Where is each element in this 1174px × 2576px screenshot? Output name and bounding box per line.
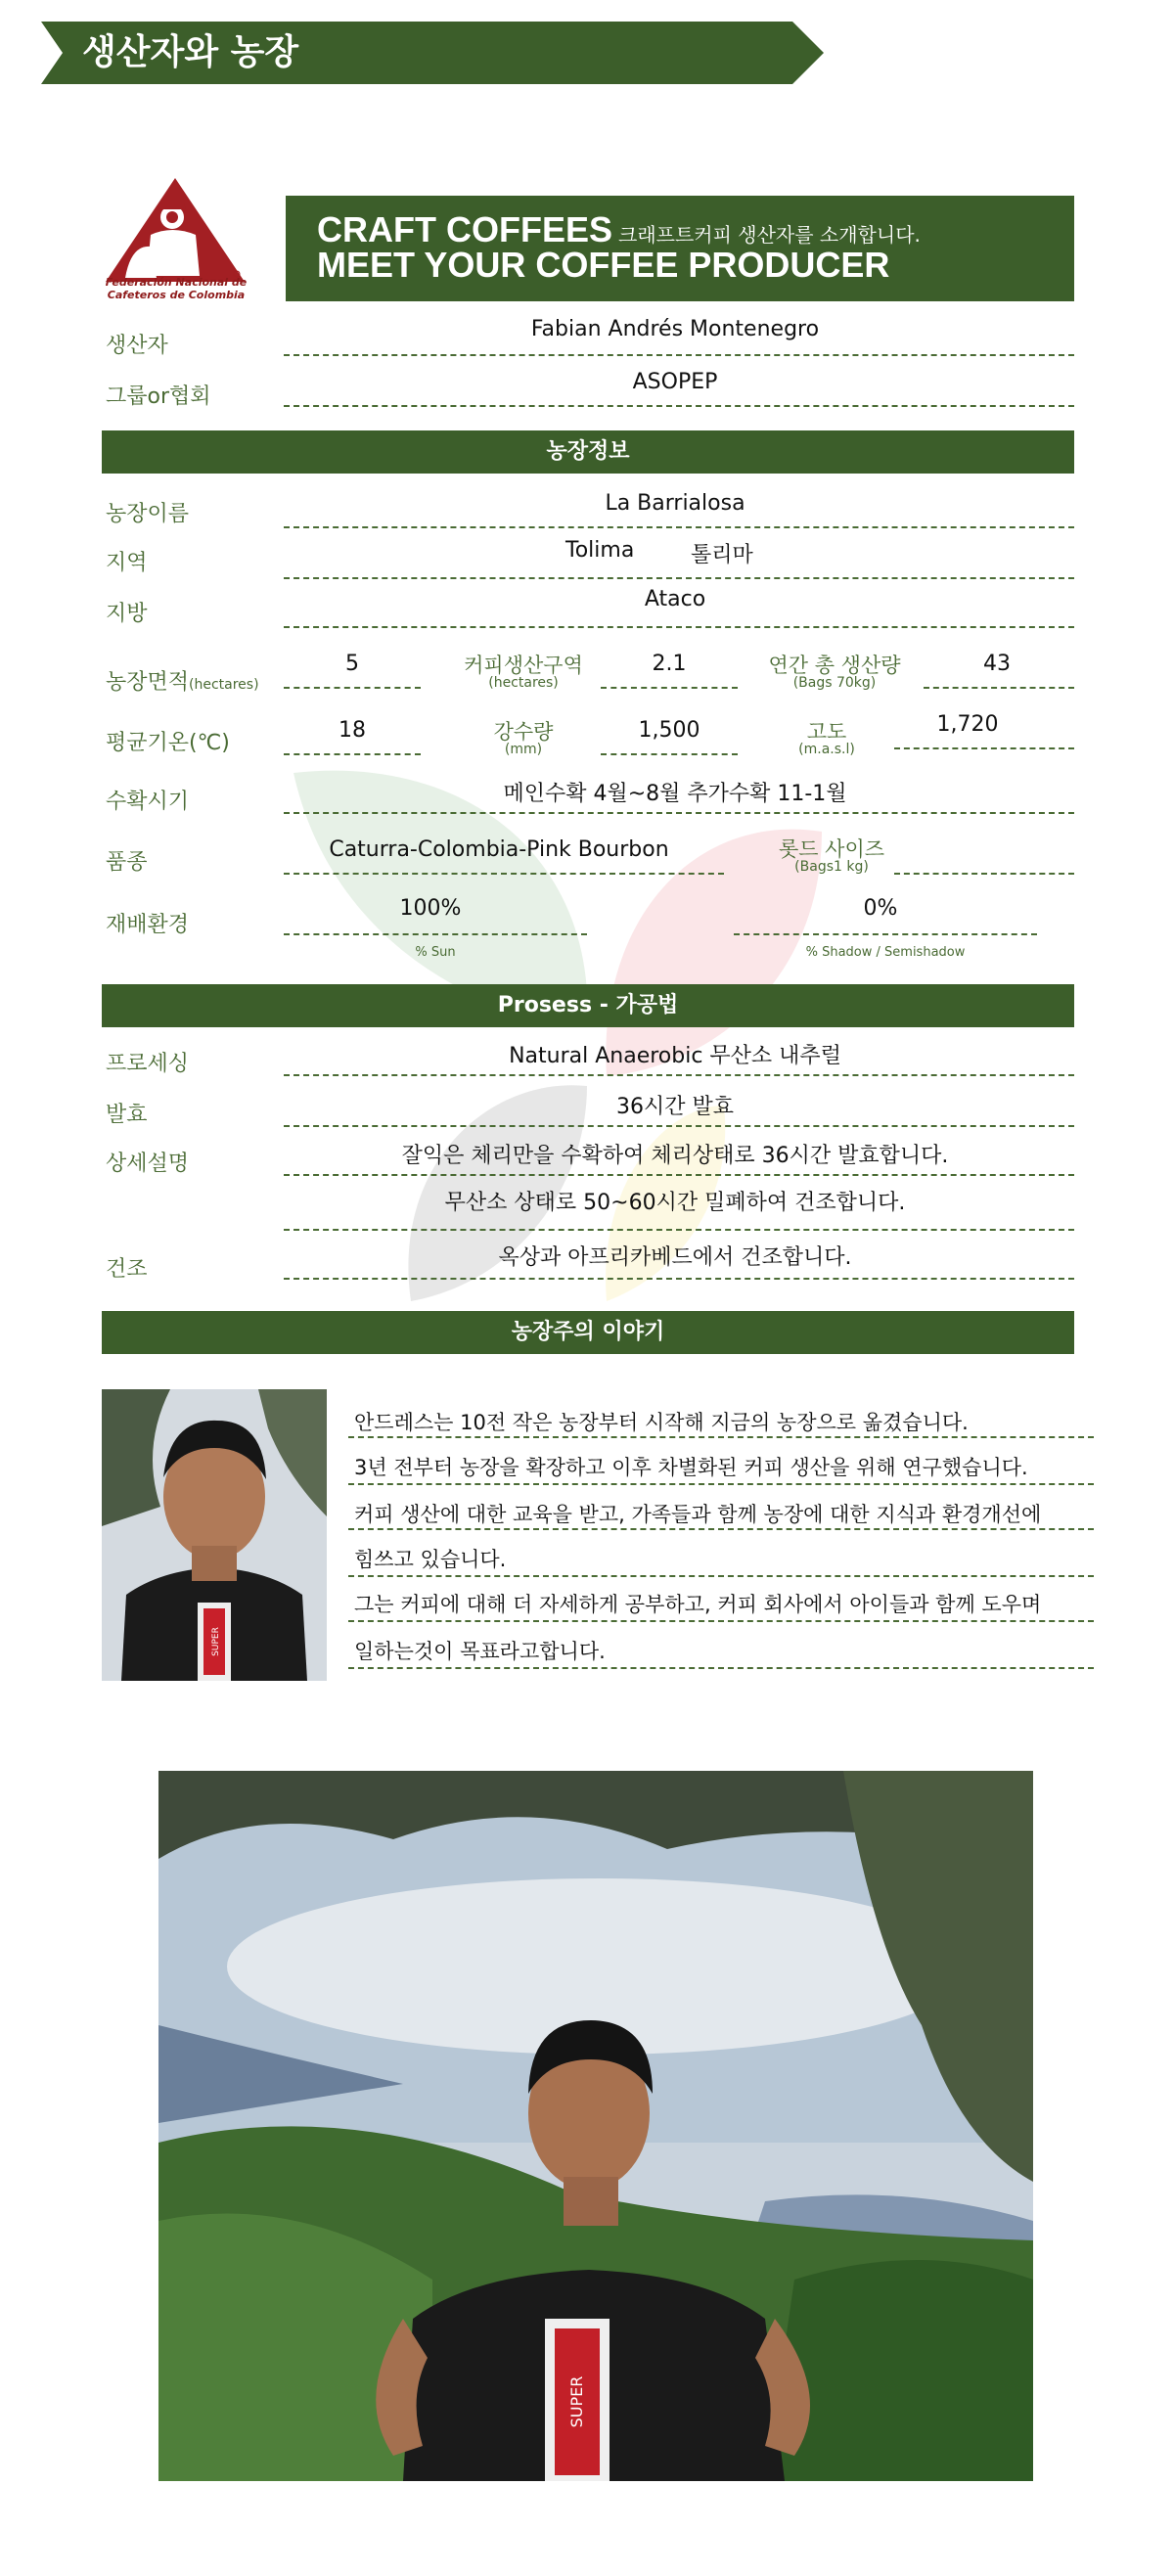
annual-production-label: 연간 총 생산량 [768,654,901,677]
altitude-unit: (m.a.s.l) [798,742,855,757]
detail-line-1: 잘익은 체리만을 수확하여 체리상태로 36시간 발효합니다. [401,1144,949,1168]
divider [284,753,421,755]
altitude-value: 1,720 [936,712,999,737]
farm-name-label: 농장이름 [106,502,190,526]
coffee-area-value: 2.1 [652,652,687,676]
farm-name-value: La Barrialosa [605,491,745,516]
annual-production-unit: (Bags 70kg) [792,675,877,691]
divider [284,577,1074,579]
story-line: 안드레스는 10전 작은 농장부터 시작해 지금의 농장으로 옮겼습니다. [354,1411,969,1434]
area-label: 농장면적(hectares) [106,670,259,695]
divider [348,1667,1094,1669]
story-line: 일하는것이 목표라고합니다. [354,1640,606,1663]
divider [284,405,1074,407]
divider [284,933,587,935]
divider [284,1278,1074,1280]
section-title: 생산자와 농장 [82,32,299,72]
sun-caption: % Sun [415,945,456,960]
divider [894,747,1074,749]
processing-value: Natural Anaerobic 무산소 내추럴 [509,1044,841,1068]
story-bar: 농장주의 이야기 [102,1311,1074,1354]
region-label: 지역 [106,551,148,575]
divider [284,1229,1074,1231]
group-value: ASOPEP [632,370,718,394]
rainfall-value: 1,500 [638,718,700,743]
detail-line-2: 무산소 상태로 50~60시간 밀폐하여 건조합니다. [444,1191,906,1215]
farm-info-bar: 농장정보 [102,430,1074,474]
farmer-landscape-photo [158,1771,1033,2481]
divider [734,933,1037,935]
sun-value: 100% [399,896,462,921]
lot-size-unit: (Bags1 kg) [794,859,869,875]
farmer-portrait [102,1389,327,1681]
fermentation-label: 발효 [106,1103,148,1127]
shade-caption: % Shadow / Semishadow [805,945,966,960]
divider [284,812,1074,814]
header-craft-subtitle: 크래프트커피 생산자를 소개합니다. [618,223,921,247]
area-value: 5 [345,652,359,676]
divider [284,526,1074,528]
drying-label: 건조 [106,1257,148,1282]
divider [284,1125,1074,1127]
rainfall-unit: (mm) [504,742,543,757]
harvest-label: 수확시기 [106,790,190,814]
divider [284,1174,1074,1176]
temperature-value: 18 [339,718,366,743]
annual-production-value: 43 [983,652,1011,676]
divider [924,687,1074,689]
divider [348,1575,1094,1577]
divider [348,1620,1094,1622]
variety-label: 품종 [106,850,148,875]
altitude-label: 고도 [806,720,847,744]
divider [284,873,724,875]
lot-size-label: 롯드 사이즈 [778,837,885,861]
header-meet-title: MEET YOUR COFFEE PRODUCER [317,245,890,285]
divider [348,1528,1094,1530]
environment-label: 재배환경 [106,913,190,937]
story-line: 힘쓰고 있습니다. [354,1548,507,1571]
producer-value: Fabian Andrés Montenegro [530,317,820,341]
divider [348,1483,1094,1485]
region-ko-value: 톨리마 [691,543,753,567]
watermark-leaves-graphic [274,753,822,1301]
divider [284,626,1074,628]
district-label: 지방 [106,602,148,626]
shade-value: 0% [863,896,898,921]
variety-value: Caturra-Colombia-Pink Bourbon [329,837,669,862]
divider [284,1074,1074,1076]
processing-label: 프로세싱 [106,1052,190,1076]
logo-caption: Federación Nacional de Cafeteros de Colombia [105,276,248,301]
coffee-area-label: 커피생산구역 [464,654,583,677]
detail-label: 상세설명 [106,1152,190,1176]
svg-text:SUPER: SUPER [567,2375,586,2428]
harvest-value: 메인수확 4월~8월 추가수확 11-1월 [503,782,847,806]
divider [601,687,738,689]
district-value: Ataco [644,587,706,611]
divider [348,1436,1094,1438]
story-line: 3년 전부터 농장을 확장하고 이후 차별화된 커피 생산을 위해 연구했습니다. [354,1456,1028,1479]
divider [284,354,1074,356]
drying-value: 옥상과 아프리카베드에서 건조합니다. [498,1245,852,1270]
fermentation-value: 36시간 발효 [616,1095,734,1119]
divider [284,687,421,689]
divider [894,873,1074,875]
process-bar: Prosess - 가공법 [102,984,1074,1027]
story-line: 커피 생산에 대한 교육을 받고, 가족들과 함께 농장에 대한 지식과 환경개선에 [354,1503,1042,1526]
header-craft-title: CRAFT COFFEES 크래프트커피 생산자를 소개합니다. [317,209,921,249]
coffee-area-unit: (hectares) [488,675,559,691]
temperature-label: 평균기온(℃) [106,731,230,755]
producer-label: 생산자 [106,334,168,358]
group-label: 그룹or협회 [106,384,211,409]
story-line: 그는 커피에 대해 더 자세하게 공부하고, 커피 회사에서 아이들과 함께 도우며 [354,1593,1042,1616]
rainfall-label: 강수량 [493,720,554,744]
region-en-value: Tolima [565,538,635,563]
divider [601,753,738,755]
svg-text:SUPER: SUPER [211,1627,221,1656]
